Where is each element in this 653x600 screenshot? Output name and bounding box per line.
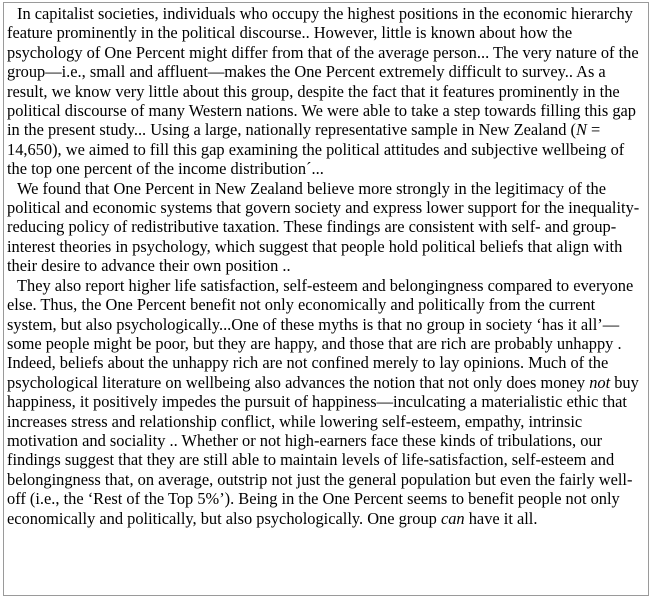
- paragraph-intro: [7, 4, 645, 179]
- italic-text: can: [440, 508, 465, 528]
- text-run: buy happiness, it positively impedes the pursuit of happiness—inculcating a materialistic ethic that increases stress and relationship conflict, while lowering self-esteem, empathy, intrinsic motivation and sociality .. Whether or not high-earners face these kinds of tribulations, our findings suggest that they are still able to maintain levels of life-satisfaction, self-esteem and belongingness that, on average, outstrip not just the general population but even the fairly well-off (i.e., the ‘Rest of the Top 5%’). Being in the One Percent seems to benefit people not only economically and politically, but also psychologically. One group: [7, 372, 639, 528]
- paragraph-findings: [7, 179, 645, 276]
- document-text-box: [3, 2, 649, 596]
- text-run: = 14,650), we aimed to fill this gap examining the political attitudes and subjective wellbeing of the top one percent of the income distribution´...: [7, 120, 625, 179]
- text-run: In capitalist societies, individuals who occupy the highest positions in the economic hierarchy feature prominently in the political discourse.. However, little is known about how the psychology of One Percent might differ from that of the average person... The very nature of the group—i.e., small and affluent—makes the One Percent extremely difficult to survey.. As a result, we know very little about this group, despite the fact that it features prominently in the political discourse of many Western nations. We were able to take a step towards filling this gap in the present study... Using a large, nationally representative sample in New Zealand (: [7, 4, 639, 140]
- text-run: have it all.: [464, 508, 538, 528]
- text-run: We found that One Percent in New Zealand believe more strongly in the legitimacy of the political and economic systems that govern society and express lower support for the inequality-reducing policy of redistributive taxation. These findings are consistent with self- and group-interest theories in psychology, which suggest that people hold political beliefs that align with their desire to advance their own position ..: [7, 178, 640, 276]
- italic-text: N: [575, 120, 587, 140]
- paragraph-wellbeing: [7, 276, 645, 528]
- text-run: They also report higher life satisfaction, self-esteem and belongingness compared to everyone else. Thus, the One Percent benefit not only economically and politically from the current system, but also psychologically...One of these myths is that no group in society ‘has it all’—some people might be poor, but they are happy, and those that are rich are probably unhappy . Indeed, beliefs about the unhappy rich are not confined merely to lay opinions. Much of the psychological literature on wellbeing also advances the notion that not only does money: [7, 275, 634, 392]
- italic-text: not: [589, 372, 611, 392]
